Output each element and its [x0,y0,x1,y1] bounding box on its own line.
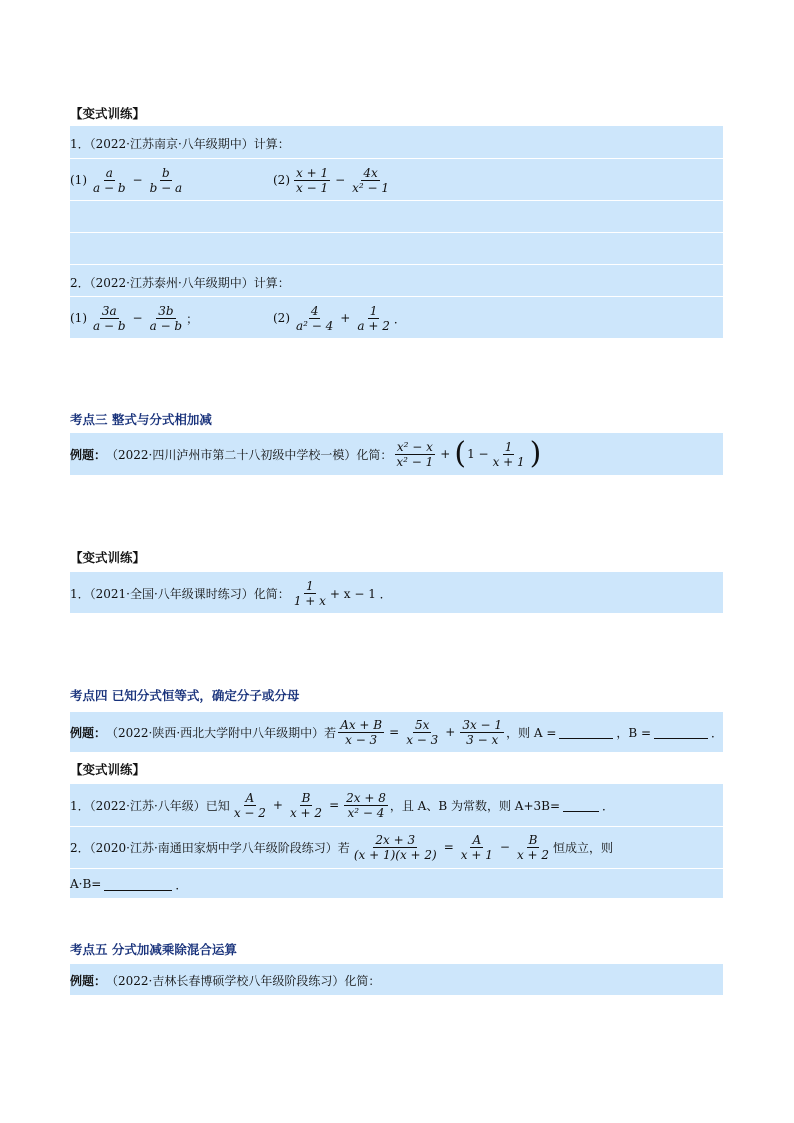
row-separator [70,200,723,201]
numerator: 2x + 8 [346,790,386,805]
numerator: x + 1 [296,165,329,180]
operator: = [443,840,454,854]
denominator: x + 1 [492,454,525,469]
numerator: A [472,832,482,847]
operator: = [329,798,340,812]
denominator: a − b [93,318,126,333]
part-label: (2) [273,311,290,325]
expression-text: ，B = [616,725,652,740]
numerator: 4 [310,303,319,318]
punctuation: ． [602,798,615,813]
denominator: 3 − x [466,732,499,747]
example-text: （2022·陕西·西北大学附中八年级期中）若 [106,725,337,740]
numerator: B [528,832,538,847]
denominator: 1 + x [293,593,326,608]
denominator: x² − 1 [352,180,390,195]
variant-training-heading-3: 【变式训练】 [70,762,146,777]
operator: − [335,173,346,187]
numerator: a [105,165,113,180]
question-2-parts [70,300,723,336]
row-separator [70,158,723,159]
example-label: 例题： [70,725,107,740]
answer-blank-b[interactable] [654,726,708,739]
example-label: 例题： [70,973,107,988]
example-text: （2022·吉林长春博硕学校八年级阶段练习）化简： [106,973,381,988]
punctuation: ． [393,311,406,326]
question-text: 2．（2020·江苏·南通田家炳中学八年级阶段练习）若 [70,840,350,855]
numerator: x² − x [396,439,433,454]
expression-text: 恒成立，则 [553,840,614,855]
numerator: 2x + 3 [375,832,416,847]
part-label: (1) [70,173,87,187]
denominator: x − 2 [233,805,266,820]
fraction [491,440,527,469]
question-1-part-2 [273,166,393,195]
operator: = [389,725,400,739]
variant-3-question-2-line-2 [70,873,723,895]
example-text: （2022·四川泸州市第二十八初级中学校一模）化简： [106,447,393,462]
operator: + [445,725,456,739]
expression-text: 1 − [467,447,489,461]
fraction [459,833,495,862]
answer-blank[interactable] [563,799,599,812]
numerator: 1 [369,303,378,318]
variant-3-question-2 [70,829,723,865]
fraction [515,833,551,862]
variant-training-heading-1: 【变式训练】 [70,106,146,121]
row-separator [70,296,723,297]
numerator: 4x [363,165,378,180]
denominator: x − 3 [406,732,439,747]
denominator: x + 1 [460,847,493,862]
fraction [355,304,391,333]
fraction [350,166,391,195]
answer-blank[interactable] [104,878,172,891]
part-label: (2) [273,173,290,187]
row-separator [70,232,723,233]
operator: − [499,840,510,854]
row-separator [70,264,723,265]
topic-3-heading: 考点三 整式与分式相加减 [70,412,212,427]
question-2-part-2 [273,304,406,333]
denominator: b − a [149,180,183,195]
example-label: 例题： [70,447,107,462]
numerator: A [245,790,255,805]
denominator: a + 2 [357,318,390,333]
numerator: 1 [504,439,513,454]
denominator: (x + 1)(x + 2) [353,847,437,862]
question-2-intro: 2．（2022·江苏泰州·八年级期中）计算： [70,275,290,290]
part-label: (1) [70,311,87,325]
topic-5-heading: 考点五 分式加减乘除混合运算 [70,942,237,957]
denominator: a − b [93,180,126,195]
fraction [91,166,128,195]
expression-text: ，且 A、B 为常数，则 A+3B= [389,798,561,813]
denominator: x − 1 [296,180,329,195]
fraction [460,718,504,747]
punctuation: ． [710,725,723,740]
row-separator [70,868,723,869]
question-1-parts [70,162,723,198]
fraction [338,718,384,747]
fraction [294,166,330,195]
operator: − [132,311,143,325]
numerator: b [162,165,170,180]
question-text: 1．（2022·江苏·八年级）已知 [70,798,230,813]
operator: + [440,447,451,461]
fraction [294,304,335,333]
expression-text: + x − 1 ． [329,586,392,601]
numerator: Ax + B [340,717,383,732]
fraction [404,718,440,747]
expression-text: A·B= [70,877,102,891]
variant-training-heading-2: 【变式训练】 [70,550,146,565]
variant-3-question-1 [70,787,723,823]
right-paren: ) [529,436,542,471]
denominator: a² − 4 [296,318,334,333]
expression-text: ，则 A = [506,725,557,740]
fraction [91,304,128,333]
denominator: x + 2 [516,847,550,862]
fraction [232,791,268,820]
row-separator [70,826,723,827]
numerator: 5x [415,717,430,732]
numerator: B [301,790,311,805]
question-text: 1．（2021·全国·八年级课时练习）化简： [70,586,290,601]
operator: + [272,798,283,812]
fraction [344,791,388,820]
operator: + [340,311,351,325]
denominator: a − b [149,318,183,333]
denominator: x² − 4 [347,805,385,820]
left-paren: ( [454,436,467,471]
fraction [292,579,328,608]
question-1-intro: 1．（2022·江苏南京·八年级期中）计算： [70,136,290,151]
punctuation: ． [175,877,188,892]
fraction [288,791,324,820]
fraction [352,833,439,862]
topic-3-example [70,436,723,472]
numerator: 3x − 1 [462,717,503,732]
denominator: x² − 1 [396,454,434,469]
operator: − [132,173,143,187]
variant-2-question-1 [70,575,723,611]
numerator: 3b [158,303,174,318]
fraction [148,304,185,333]
numerator: 1 [306,578,314,593]
denominator: x + 2 [289,805,323,820]
topic-4-heading: 考点四 已知分式恒等式，确定分子或分母 [70,688,300,703]
fraction [394,440,435,469]
topic-4-example [70,714,723,750]
answer-blank-a[interactable] [559,726,613,739]
numerator: 3a [101,303,117,318]
fraction [148,166,185,195]
denominator: x − 3 [345,732,378,747]
topic-5-example [70,969,723,991]
punctuation: ； [186,311,199,326]
